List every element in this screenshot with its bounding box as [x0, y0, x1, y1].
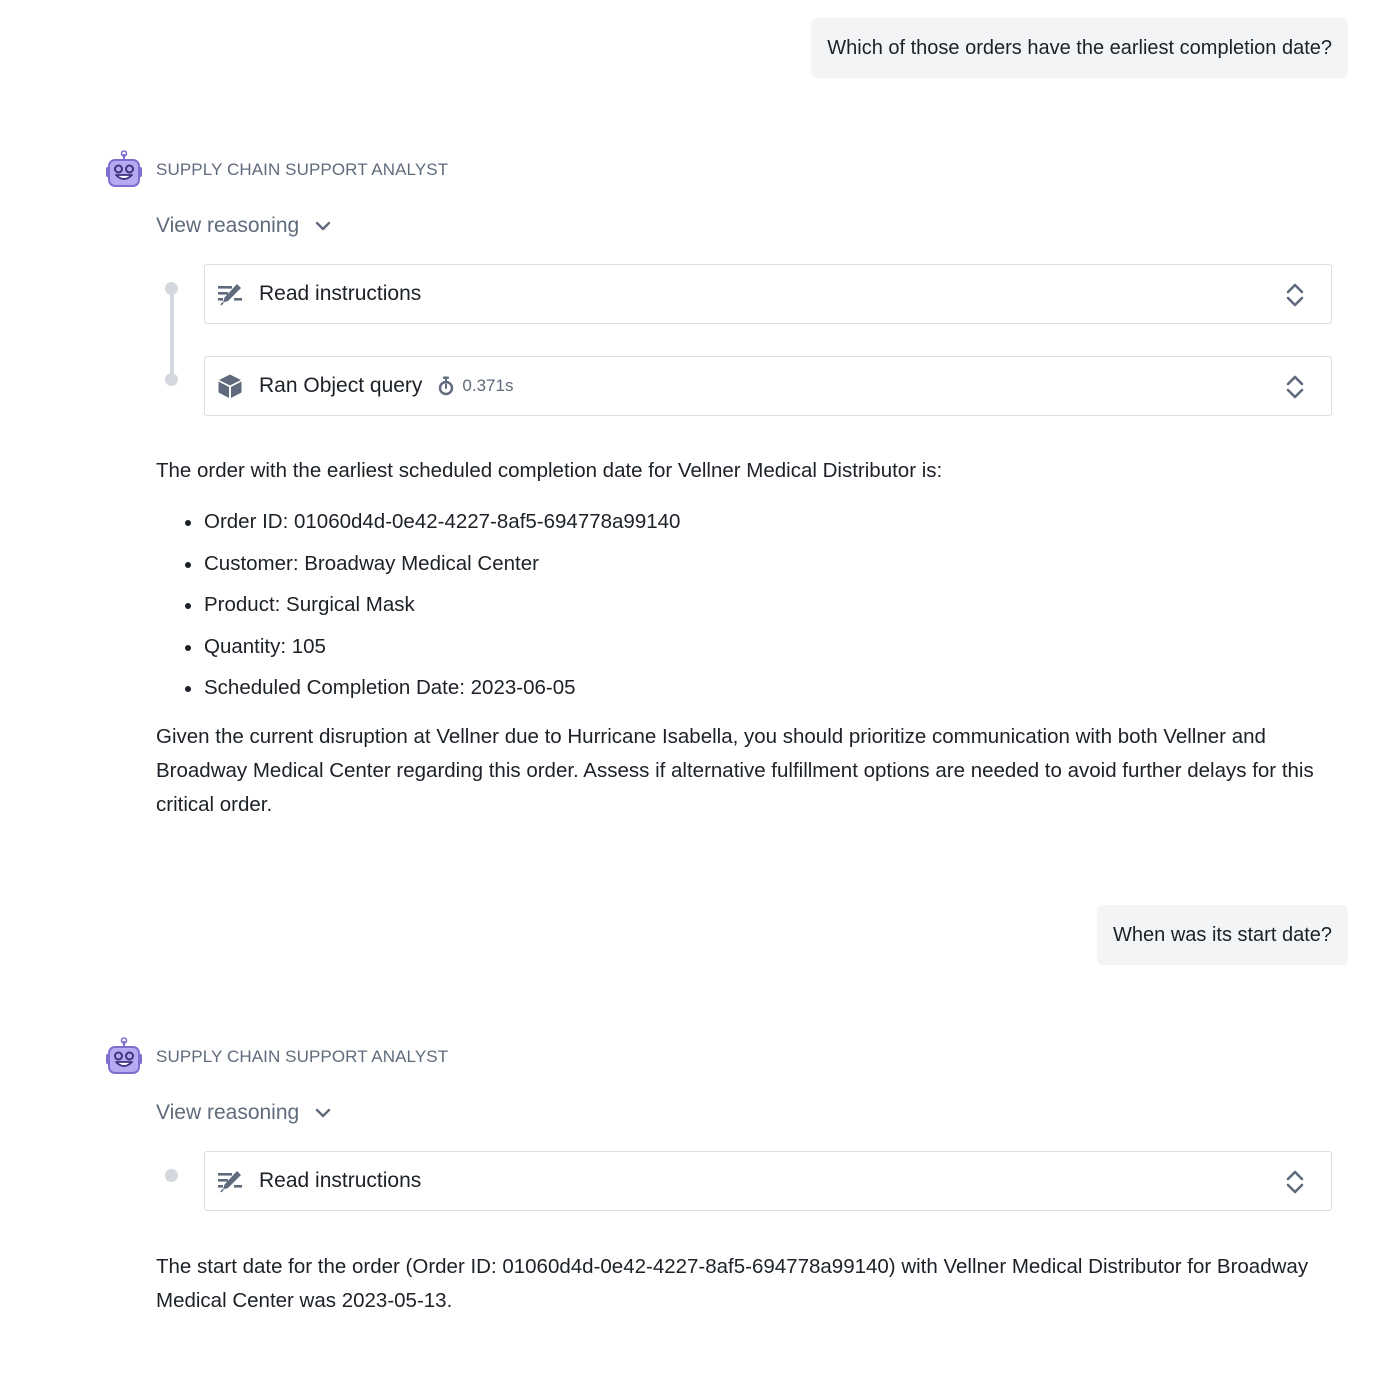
- stopwatch-icon: [438, 376, 454, 396]
- order-details-list: [156, 508, 680, 716]
- duration-value: 0.371s: [462, 376, 514, 395]
- cube-icon: [217, 373, 243, 399]
- response-intro: The order with the earliest scheduled completion date for Vellner Medical Distributor is:: [156, 459, 943, 482]
- view-reasoning-label: View reasoning: [156, 1101, 300, 1124]
- robot-icon: [105, 151, 143, 189]
- timeline-dot: [165, 373, 178, 386]
- reasoning-step-object-query[interactable]: [204, 356, 1332, 416]
- list-item: Customer: Broadway Medical Center: [156, 550, 680, 592]
- list-item: Scheduled Completion Date: 2023-06-05: [156, 674, 680, 716]
- reasoning-step-read-instructions[interactable]: [204, 264, 1332, 324]
- response-conclusion: Given the current disruption at Vellner due to Hurricane Isabella, you should prioritize communication with both Vellner and Broadway Medical Center regarding this order. Assess if alternative fulfillment options are needed to avoid further delays for this critical order.: [156, 725, 1314, 816]
- list-item: Product: Surgical Mask: [156, 591, 680, 633]
- expand-collapse-icon[interactable]: [1283, 374, 1307, 400]
- instructions-edit-icon: [217, 1168, 243, 1194]
- step-duration: [438, 376, 513, 396]
- timeline-line: [170, 288, 174, 380]
- user-message: Which of those orders have the earliest completion date?: [811, 18, 1348, 78]
- list-item: Order ID: 01060d4d-0e42-4227-8af5-694778a99140: [156, 508, 680, 550]
- instructions-edit-icon: [217, 281, 243, 307]
- robot-icon: [105, 1038, 143, 1076]
- step-label: Read instructions: [259, 1169, 422, 1192]
- user-message: When was its start date?: [1097, 905, 1348, 965]
- step-label: Ran Object query: [259, 374, 423, 397]
- view-reasoning-label: View reasoning: [156, 214, 300, 237]
- agent-header: [105, 152, 448, 188]
- list-item: Quantity: 105: [156, 633, 680, 675]
- expand-collapse-icon[interactable]: [1283, 1169, 1307, 1195]
- timeline-dot: [165, 282, 178, 295]
- agent-header: [105, 1039, 448, 1075]
- view-reasoning-toggle[interactable]: [156, 214, 333, 238]
- agent-name: SUPPLY CHAIN SUPPORT ANALYST: [156, 160, 449, 179]
- chevron-down-icon: [313, 216, 333, 236]
- step-label: Read instructions: [259, 282, 422, 305]
- timeline-dot: [165, 1169, 178, 1182]
- expand-collapse-icon[interactable]: [1283, 282, 1307, 308]
- reasoning-step-read-instructions[interactable]: [204, 1151, 1332, 1211]
- view-reasoning-toggle[interactable]: [156, 1101, 333, 1125]
- response-answer: The start date for the order (Order ID: 01060d4d-0e42-4227-8af5-694778a99140) with Vellner Medical Distributor for Broadway Medical Center was 2023-05-13.: [156, 1255, 1309, 1312]
- chevron-down-icon: [313, 1103, 333, 1123]
- agent-name: SUPPLY CHAIN SUPPORT ANALYST: [156, 1047, 449, 1066]
